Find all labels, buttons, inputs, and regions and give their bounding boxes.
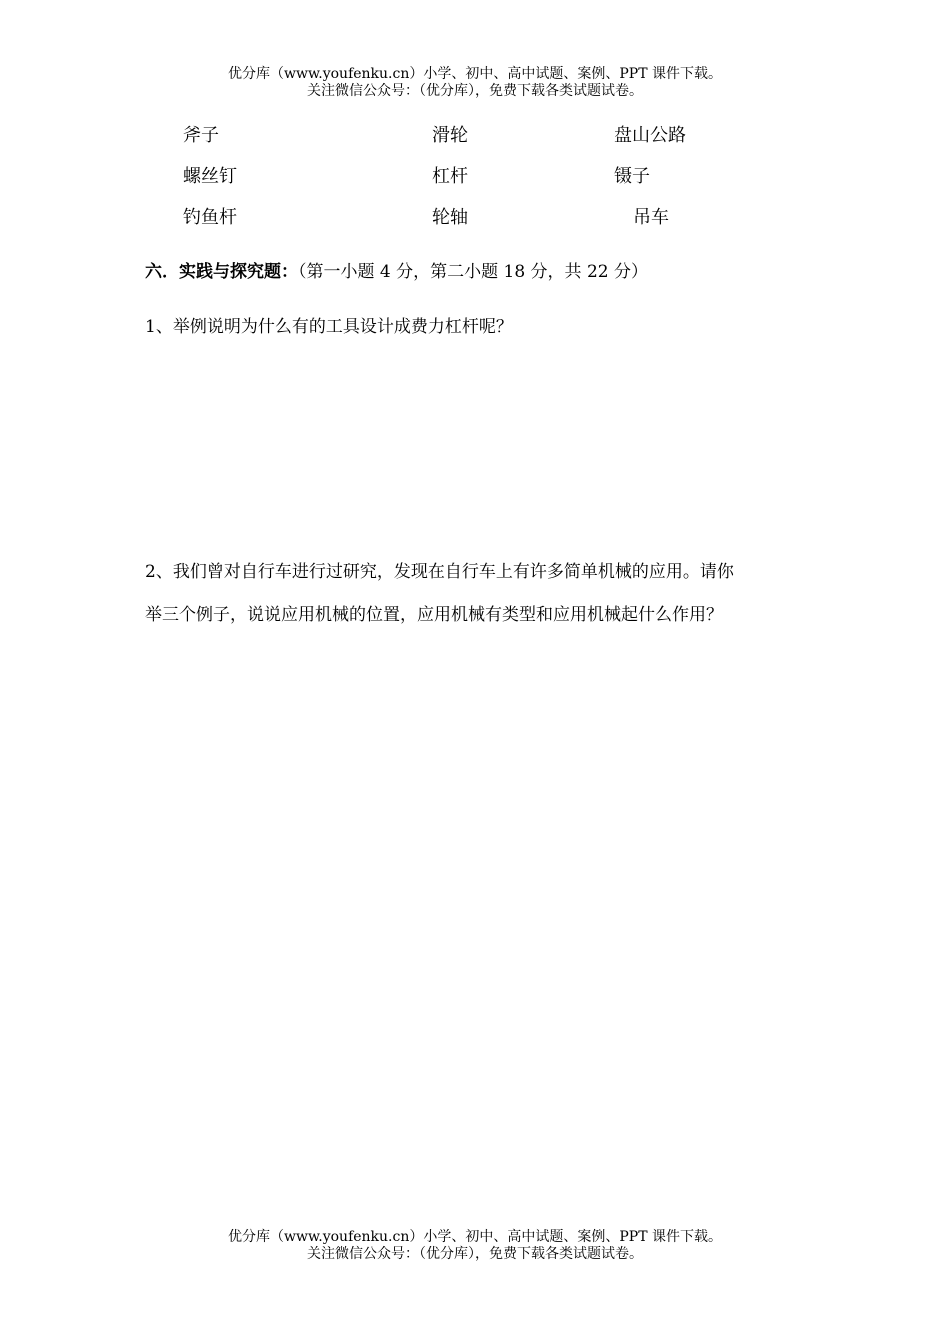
tool-item: 杠杆 — [432, 166, 468, 187]
footer-line-2: 关注微信公众号：（优分库），免费下载各类试题试卷。 — [307, 1246, 643, 1262]
question-2-line-1: 2、我们曾对自行车进行过研究，发现在自行车上有许多简单机械的应用。请你 — [145, 562, 734, 582]
section-6-heading — [145, 259, 648, 285]
question-2 — [145, 551, 815, 637]
tools-grid — [0, 122, 950, 245]
tool-item: 盘山公路 — [614, 125, 686, 146]
question-2-line-2: 举三个例子，说说应用机械的位置，应用机械有类型和应用机械起什么作用？ — [145, 605, 723, 625]
tool-row — [0, 163, 950, 204]
tool-item: 滑轮 — [432, 125, 468, 146]
page-footer — [0, 1229, 950, 1263]
tool-item: 轮轴 — [432, 207, 468, 228]
header-line-1: 优分库（www.youfenku.cn）小学、初中、高中试题、案例、PPT 课件下载。 — [227, 66, 722, 82]
tool-row — [0, 122, 950, 163]
question-1: 1、举例说明为什么有的工具设计成费力杠杆呢？ — [145, 317, 513, 337]
tool-item: 吊车 — [633, 207, 669, 228]
tool-item: 钓鱼杆 — [183, 207, 237, 228]
footer-line-1: 优分库（www.youfenku.cn）小学、初中、高中试题、案例、PPT 课件下载。 — [227, 1229, 722, 1245]
header-line-2: 关注微信公众号：（优分库），免费下载各类试题试卷。 — [307, 83, 643, 99]
section-6-score-note: （第一小题 4 分，第二小题 18 分，共 22 分） — [298, 262, 649, 282]
tool-item: 螺丝钉 — [183, 166, 237, 187]
page-header — [0, 66, 950, 100]
tool-row — [0, 204, 950, 245]
section-6-title: 六．实践与探究题： — [145, 262, 298, 282]
tool-item: 镊子 — [614, 166, 650, 187]
tool-item: 斧子 — [183, 125, 219, 146]
